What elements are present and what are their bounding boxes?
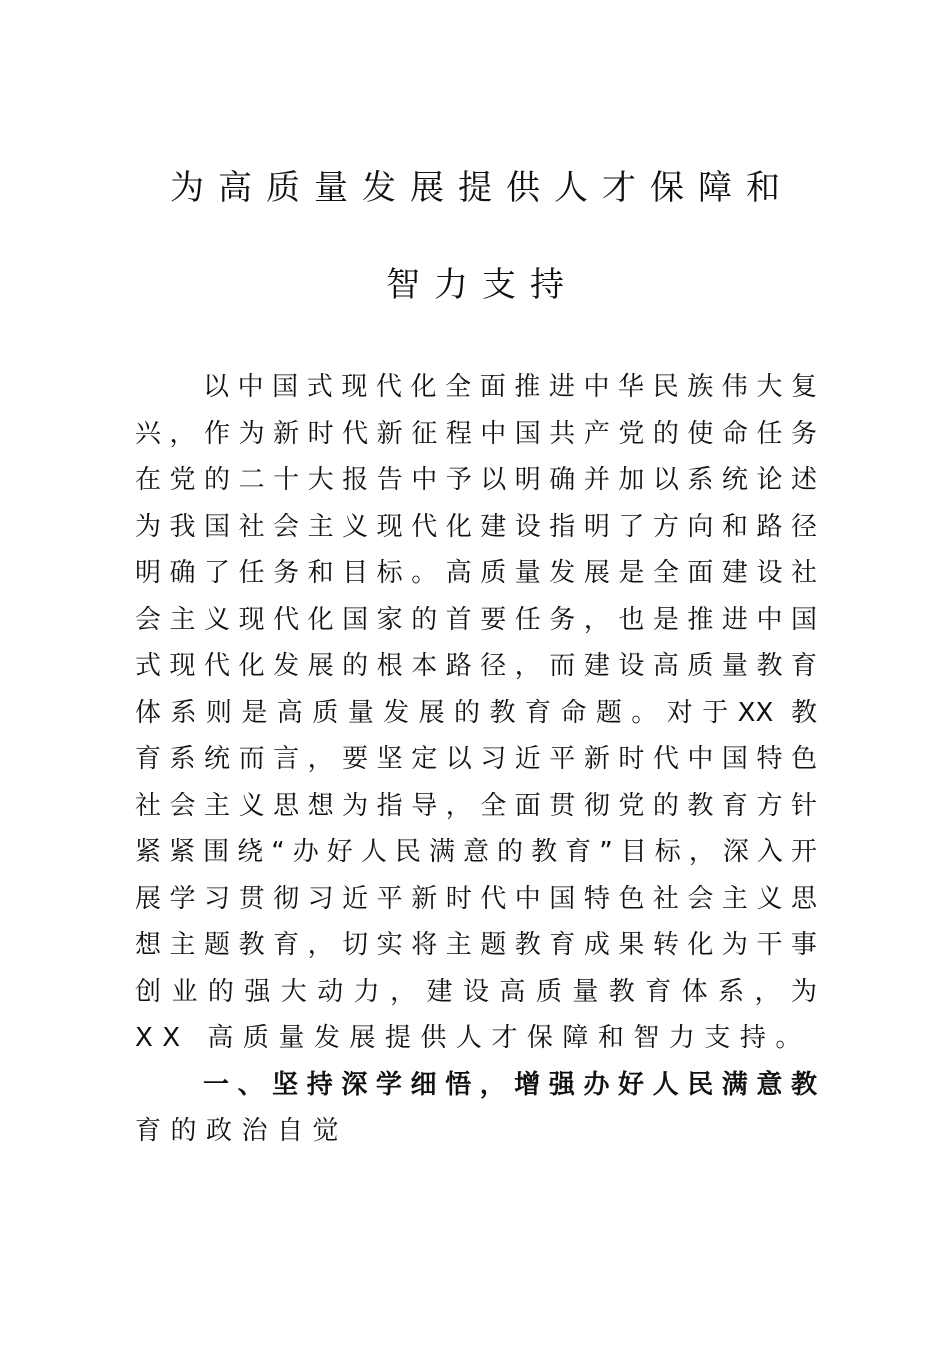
section-heading-line: 一、坚持深学细悟，增强办好人民满意教 — [203, 1070, 817, 1100]
paragraph-line: 体系则是高质量发展的教育命题。对于XX 教 — [135, 698, 817, 728]
paragraph-line: 以中国式现代化全面推进中华民族伟大复 — [203, 372, 817, 402]
paragraph-line: XX 高质量发展提供人才保障和智力支持。 — [135, 1023, 811, 1053]
paragraph-line: 展学习贯彻习近平新时代中国特色社会主义思 — [135, 884, 817, 914]
paragraph-line: 紧紧围绕“办好人民满意的教育”目标，深入开 — [135, 837, 817, 867]
paragraph-line: 在党的二十大报告中予以明确并加以系统论述 — [135, 465, 817, 495]
paragraph-line: 为我国社会主义现代化建设指明了方向和路径 — [135, 512, 817, 542]
paragraph-line: 兴，作为新时代新征程中国共产党的使命任务 — [135, 419, 817, 449]
paragraph-line: 式现代化发展的根本路径，而建设高质量教育 — [135, 651, 817, 681]
document-title-line-1: 为高质量发展提供人才保障和 — [170, 168, 794, 208]
paragraph-line: 明确了任务和目标。高质量发展是全面建设社 — [135, 558, 817, 588]
paragraph-line: 育系统而言，要坚定以习近平新时代中国特色 — [135, 744, 817, 774]
paragraph-line: 社会主义思想为指导，全面贯彻党的教育方针 — [135, 791, 817, 821]
paragraph-line: 想主题教育，切实将主题教育成果转化为干事 — [135, 930, 817, 960]
paragraph-line: 会主义现代化国家的首要任务，也是推进中国 — [135, 605, 817, 635]
paragraph-line: 创业的强大动力，建设高质量教育体系，为 — [135, 977, 817, 1007]
document-title-line-2: 智力支持 — [386, 265, 578, 305]
section-heading-line: 育的政治自觉 — [135, 1116, 349, 1146]
